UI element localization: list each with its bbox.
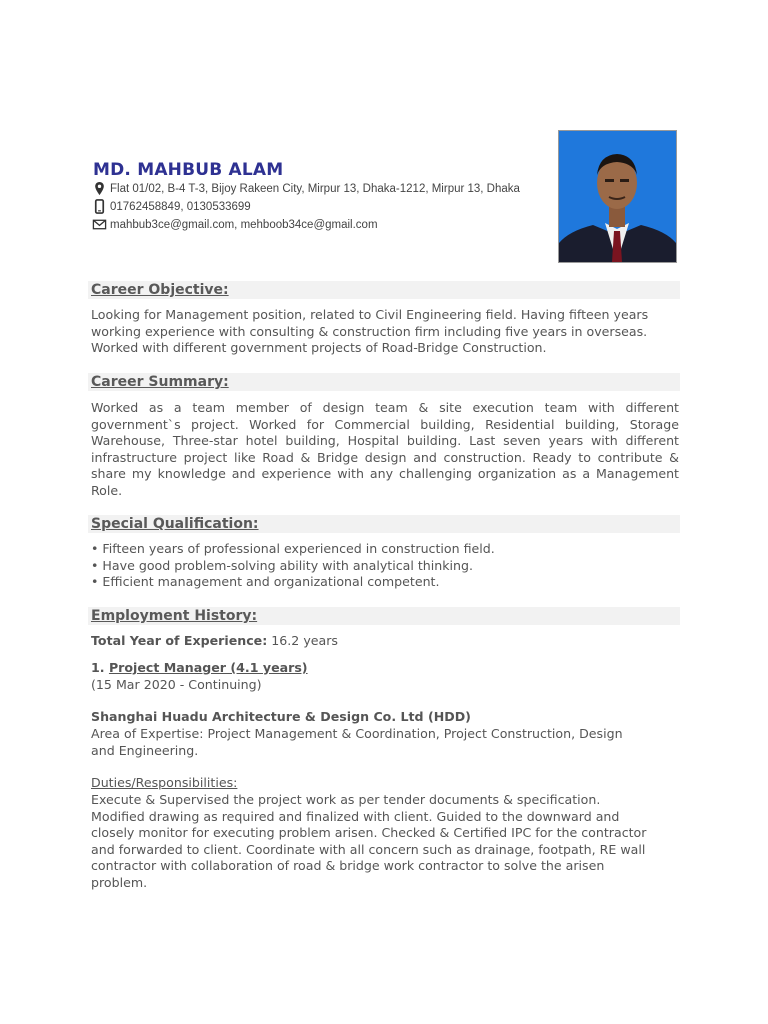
text-line: and Engineering. <box>91 742 199 758</box>
employment-history-title: Employment History: <box>91 608 258 624</box>
career-summary-text: Worked as a team member of design team & site execution team with different government`s project. Worked for Commercial building, Residential building, Storage Warehouse, Three-star hotel building, Hospital building. Last seven years with different infrastructure project like Road & Bridge design and construction. Ready to contribute & share my knowledge and experience with any challenging organization as a Management Role. <box>91 400 679 498</box>
text-line: problem. <box>91 874 148 890</box>
job-title: Project Manager (4.1 years) <box>108 660 308 675</box>
mobile-phone-icon <box>92 199 107 214</box>
job-number: 1. <box>91 660 109 675</box>
area-of-expertise <box>91 726 679 759</box>
candidate-name: MD. MAHBUB ALAM <box>93 160 284 180</box>
career-summary-heading <box>88 373 680 391</box>
employment-history-heading <box>88 607 680 625</box>
text-line: contractor with collaboration of road & bridge work contractor to solve the arisen <box>91 858 605 874</box>
address-row <box>92 181 520 196</box>
list-item: • Efficient management and organizational competent. <box>91 574 440 590</box>
career-objective-title: Career Objective: <box>91 282 229 298</box>
text-line: and forwarded to client. Coordinate with all concern such as drainage, footpath, RE wall <box>91 841 646 857</box>
duties-text <box>91 792 679 892</box>
text-line: Execute & Supervised the project work as per tender documents & specification. <box>91 792 601 807</box>
career-objective-text <box>91 307 679 357</box>
email-row <box>92 217 378 232</box>
company-name: Shanghai Huadu Architecture & Design Co. Ltd (HDD) <box>91 709 471 724</box>
career-objective-heading <box>88 281 680 299</box>
total-experience <box>91 633 679 650</box>
text-line: Looking for Management position, related to Civil Engineering field. Having fifteen years <box>91 307 649 322</box>
location-pin-icon <box>92 181 107 196</box>
total-experience-label: Total Year of Experience: <box>91 633 268 648</box>
list-item: • Have good problem-solving ability with analytical thinking. <box>91 557 474 573</box>
envelope-icon <box>92 217 107 232</box>
duties-label: Duties/Responsibilities: <box>91 775 238 790</box>
email-text: mahbub3ce@gmail.com, mehboob34ce@gmail.com <box>110 218 378 231</box>
special-qualification-title: Special Qualification: <box>91 516 259 532</box>
job-title-row <box>91 660 679 677</box>
text-line: Worked with different government projects of Road-Bridge Construction. <box>91 340 547 356</box>
job-period: (15 Mar 2020 - Continuing) <box>91 677 262 692</box>
total-experience-value: 16.2 years <box>267 633 338 648</box>
phone-row <box>92 199 251 214</box>
text-line: closely monitor for executing problem arisen. Checked & Certified IPC for the contractor <box>91 825 647 841</box>
text-line: working experience with consulting & construction firm including five years in overseas. <box>91 323 648 339</box>
profile-photo <box>558 130 677 263</box>
text-line: Modified drawing as required and finalized with client. Guided to the downward and <box>91 808 620 824</box>
address-text: Flat 01/02, B-4 T-3, Bijoy Rakeen City, Mirpur 13, Dhaka-1212, Mirpur 13, Dhaka <box>110 182 520 195</box>
phone-text: 01762458849, 0130533699 <box>110 200 251 213</box>
career-summary-title: Career Summary: <box>91 374 229 390</box>
special-qualification-heading <box>88 515 680 533</box>
text-line: Area of Expertise: Project Management & Coordination, Project Construction, Design <box>91 726 623 741</box>
list-item: • Fifteen years of professional experienced in construction field. <box>91 541 495 556</box>
qualification-list <box>91 541 679 591</box>
